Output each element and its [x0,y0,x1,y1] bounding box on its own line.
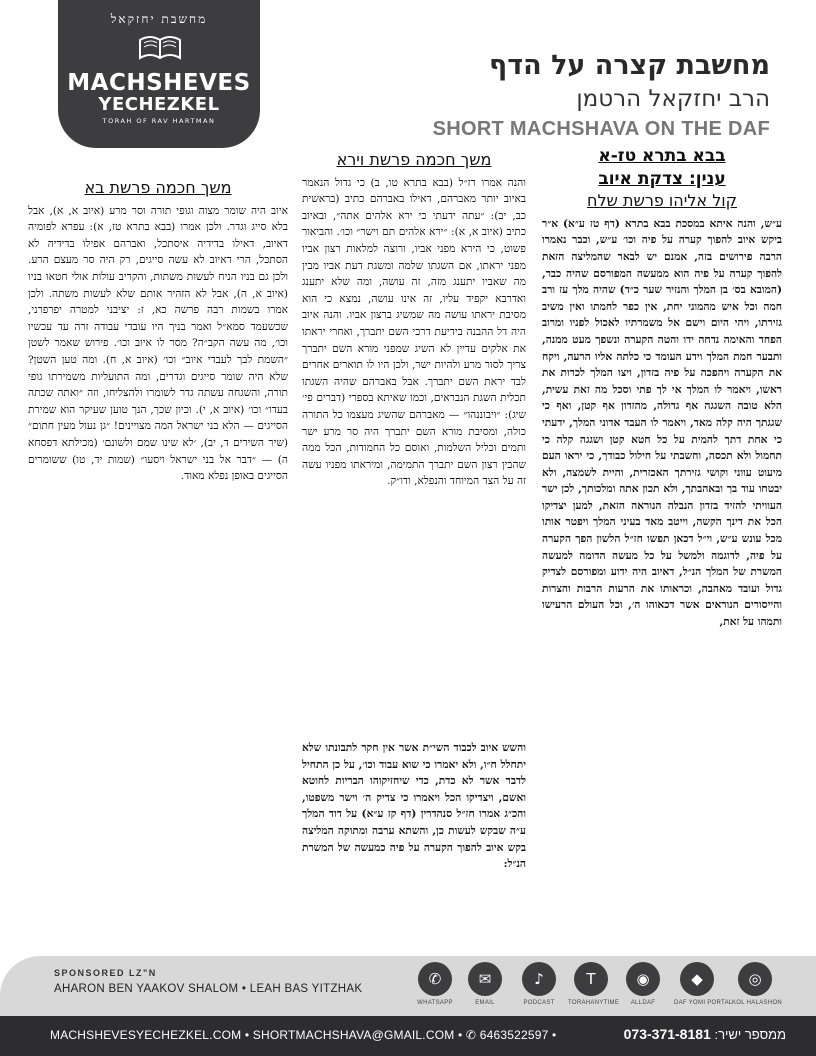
right-column-body: ע״ש, והנה איתא במסכת בבא בתרא (דף טז ע״א) א״ר ביקש איוב להפוך קערה על פיה וכו׳ ע״ש, וכבר נאמרו הרבה פירושים בזה, אמנם יש לבאר שהמליצה הזאת להפוך קערה על פיה הוא ממעשה המפורסם שהיה כבר, (המובא בס׳ בן המלך והנזיר שער כ״ד) שהיה מלך עז ורב חמה וכל איש מהמוני יחת, אין כפר לחמתו ואין משיב גזירתו, ויהי היום וישם אל משמרתיו לאכול לפניו ומרוב הפחד והאימה נדחה ידו והטה הקערה ונשפך מעט ממנה, ותבער חמת המלך וידע העומד כי כלתה אליו הרעה, ויקח את הקערה ויהפכה על פיה בזדון, ויצו המלך לכרות את ראשו, ויאמר לו המלך אי לך פתי וסכל מה זאת עשית, הלא טובה השגגה אף גדולה, מהזדון אף קטן, ואף כי שגגתך היה קלה מאד, ויאמר לו העבד אדוני המלך, ידעתי כי אחת דתך להמית על כל חטא קטן ושגגה קלה כי תחמול ולא תכסה, וחשבתי על חילול כבודך, כי יראו העם מיעוט עווני וקושי גזירתך האכזרית, והיית לשמצה, ולא יבטחו עוד בך ובאהבתך, ולא תכון אתה ומלכותך, לכן ישר העוויתי להזיד בזדון הנבלה הנוראה הזאת, למען יצדיקו הכל את דינך הקשה, וייטב מאד בעיני המלך ויפטר אותו מכל עונש ע״ש, וי״ל דכאן תפשו חז״ל הלשון הפך הקערה על פיה, לדוגמה ולמשל על כל מעשה הדומה למעשה המשרת של המלך הנ״ל, דאיוב היה ידוע ומפורסם לצדיק גדול ועובד מאהבה, וכראותו את הרעות הרבות והצרות והייסורים הנוראים אשר דכאוהו ה׳, וכל העולם הרעישו ותמהו על זאת, [542,217,782,629]
left-column-heading: משך חכמה פרשת בא [84,180,232,197]
platform-label: ALLDAF [630,1000,656,1006]
platform-label: KOL HALASHON [732,1000,783,1006]
platform-link-podcast[interactable] [516,962,562,1006]
middle-column [302,152,526,730]
logo-yechezkel: YECHEZKEL [98,94,220,115]
logo-machsheves: MACHSHEVES [67,70,251,96]
sponsor-label: SPONSORED LZ"N [54,968,157,978]
logo-hebrew-text: מחשבת יחזקאל [110,12,208,26]
email-icon: ✉ [468,962,502,996]
middle-column-heading: משך חכמה פרשת וירא [336,152,492,169]
header [0,0,816,140]
logo [58,0,260,148]
right-column-continuation-text: והשש איוב לכבוד השי״ת אשר אין חקר לתבונתו שלא יתחלל ח״ו, ולא יאמרו כי שוא עבוד וכו׳, על כן התחיל לדבר אשר לא כדת, כדי שיחזיקוהו הבריות לחוטא ואשם, ויצדיקו הכל ויאמרו כי צדיק ה׳ וישר משפטו, והכ״ג אמרו חז״ל סנהדרין (דף קז ע״א) על דוד המלך ע״ה שבקש לעשות כן, והשתא ערבה ומתוקה המליצה בקש איוב להפוך הקערה על פיה כמעשה של המשרת הנ״ל: [302,742,526,871]
alldaf-icon: ◉ [626,962,660,996]
platform-label: DAF YOMI PORTAL [674,1000,733,1006]
platform-link-kol-halashon[interactable] [732,962,783,1006]
source-heading: קול אליהו פרשת שלח [587,191,737,211]
logo-tagline: TORAH OF RAV HARTMAN [102,117,216,125]
contact-info[interactable]: MACHSHEVESYECHEZKEL.COM • SHORTMACHSHAVA@GMAIL.COM • ✆ 6463522597 • [50,1028,557,1042]
platform-label: TORAHANYTIME [568,1000,620,1006]
contact-bar [0,1016,816,1056]
platform-link-torahanytime[interactable] [568,962,620,1006]
middle-column-continuation [302,740,526,946]
platform-icons [412,958,812,1016]
kol-halashon-icon: ◎ [738,962,772,996]
sponsor-names: AHARON BEN YAAKOV SHALOM • LEAH BAS YITZHAK [54,983,363,995]
daf-yomi-portal-icon: ◆ [680,962,714,996]
right-column [542,148,782,944]
page-title-hebrew: מחשבת קצרה על הדף [489,50,770,81]
topic-heading: ענין: צדקת איוב [598,168,726,189]
platform-link-alldaf[interactable] [620,962,666,1006]
left-column [28,180,288,770]
daf-heading: בבא בתרא טז-א [598,148,726,166]
page-title-english: SHORT MACHSHAVA ON THE DAF [432,118,770,140]
platform-label: PODCAST [523,1000,555,1006]
middle-column-body: והנה אמרו רז״ל (בבא בתרא טו, ב) כי גדול הנאמר באיוב יותר מאברהם, דאילו באברהם כתיב (בראשית כב, יב): ״עתה ידעתי כי ירא אלהים אתה״, ובאיוב כתיב (איוב א, א): ״ירא אלהים תם וישר״ וכו׳. והביאור פשוט, כי הירא מפני אביו, ורוצה למלאות רצון אביו מפני יראתו, אם השגתו שלמה ומשגת דעת אביו מבין מה שאביו יתענג מזה, זה עושה, ומה שלא יתענג ואדרבא יקפיד עליו, זה אינו עושה, נמצא כי הוא מסיבת יראתו עושה מה שמשיג ברצון אביו. והנה איוב היה דל ההבנה בידיעת דרכי השם יתברך, ואחרי יראתו את אלקים עדיין לא השיג שמפני מורא השם יתברך צריך לסור מרע ולהיות ישר, ולכן היו לו תוארים אחרים לבד יראת השם יתברך. אבל באברהם שהיה השגתו תכלית השגת הנבראים, וכמו שאיתא בספרי (דברים פי׳ שיג): ״ויבוננהו״ — מאברהם שהשיג מעצמו כל התורה כולה, ומסיבת מורא השם יתברך היה סר מרע ישר ותמים וכליל השלמות, ואוסם כל החמודות, הכל ממה שהבין רצון השם יתברך התמימה, ומיראתו מפניו עשה זה על הצד המיוחד והנפלא, ודו״ק. [302,176,526,488]
platform-link-email[interactable] [462,962,508,1006]
direct-phone[interactable] [624,1026,786,1042]
book-icon [138,30,182,62]
whatsapp-icon: ✆ [418,962,452,996]
platform-label: WHATSAPP [417,1000,453,1006]
torahanytime-icon: T [574,962,608,996]
direct-phone-label: ממספר ישיר: [714,1027,786,1042]
podcast-icon: ♪ [522,962,556,996]
platform-link-daf-yomi-portal[interactable] [674,962,733,1006]
direct-phone-number: 073-371-8181 [623,1026,711,1042]
left-column-body: איוב היה שומר מצוה וגופי תורה וסר מרע (איוב א, א), אבל בלא סייג וגדר. ולכן אמרו (בבא בתרא טז, א): עפרא לפומיה דאיוב, דאילו בדידיה איסתכל, ואברהם אפילו בדידיה לא הסתכל, הרי דאיוב לא עשה סייגים, רק היה סר מעצם הרע. ולכן גם בניו הניח לעשות משתות, והקריב עולות אולי חטאו בניו (איוב א, ה), אבל לא הזהיר אותם שלא לעשות משתה. ולכן אמרו בשמות רבה פרשה כא, ז: יציבני למטרה יפרפרני, שכשעמד סמא״ל ואמר בניך היו עובדי עבודה זרה עד עכשיו וכו׳, מה עשה הקב״ה? מסר לו איוב וכו׳. פירוש שאמר לשטן ״השמת לבך לעבדי איוב״ וכו׳ (איוב א, ח). ומה טען השטן? שלא היה שומר סייגים וגדרים, ומה התועליות משמירתו גופי תורה, והשגחה עשתה גדר לשומרו ולהצליחו, וזה ״ואתה שכתה בעדו״ וכו׳ (איוב א, י). וכיון שכך, הנך טוען שעיקר הוא שמירת הסייגים — הלא בני ישראל המה מצויינים! ״גן נעול מעין חתום״ (שיר השירים ד, יב), ׳לא שינו שמם ולשונם׳ (מכילתא דפסחא ה) — ״דבר אל בני ישראל ויסעו״ (שמות יד, טו) ששומרים הסייגים באופן נפלא מאוד. [28,204,288,483]
platform-link-whatsapp[interactable] [412,962,458,1006]
author-name: הרב יחזקאל הרטמן [576,86,770,112]
platform-label: EMAIL [475,1000,495,1006]
